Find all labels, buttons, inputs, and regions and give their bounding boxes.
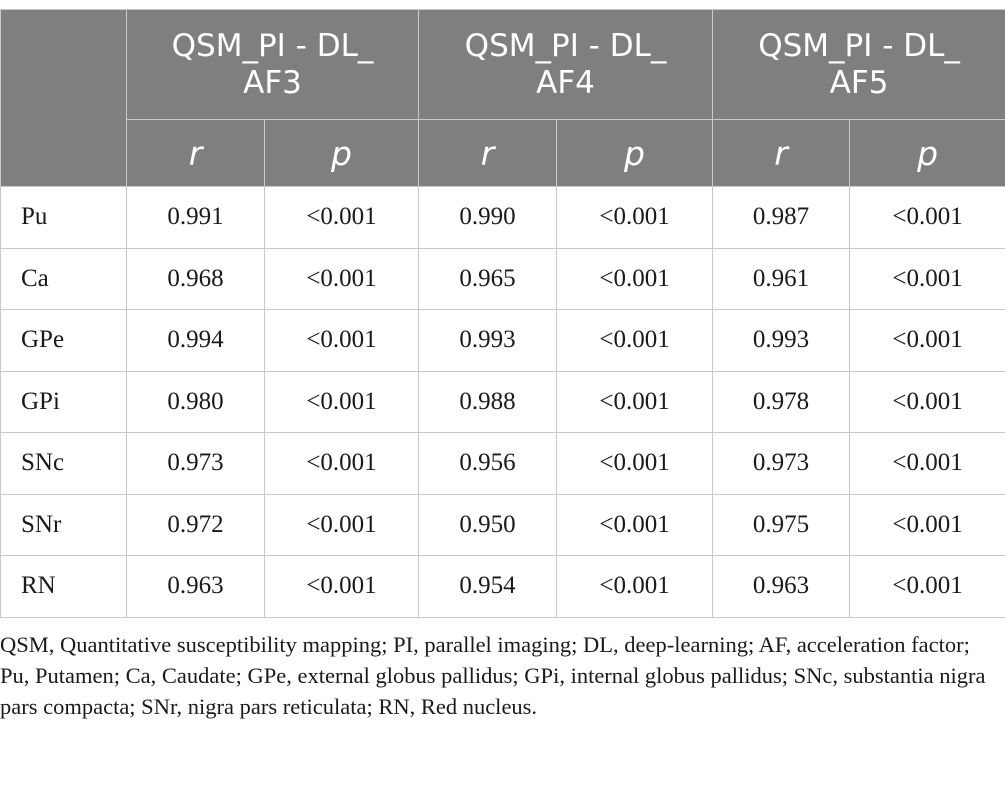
p-value-cell: <0.001 [850,556,1005,618]
p-value-cell: <0.001 [265,371,419,433]
r-value-cell: 0.972 [127,494,265,556]
r-value-cell: 0.950 [419,494,557,556]
table-footnote: QSM, Quantitative susceptibility mapping; PI, parallel imaging; DL, deep-learning; AF, acceleration factor; Pu, Putamen; Ca, Caudate; GPe, external globus pallidus; GPi, internal globus pallidus; SNc, substantia nigra pars compacta; SNr, nigra pars reticulata; RN, Red nucleus. [0,632,986,719]
r-value-cell: 0.980 [127,371,265,433]
stat-header-r: r [127,120,265,187]
r-value-cell: 0.965 [419,248,557,310]
group-header-line2: AF4 [536,64,595,101]
group-header-af5 [713,10,1005,120]
p-value-cell: <0.001 [850,494,1005,556]
p-value-cell: <0.001 [850,310,1005,372]
r-value-cell: 0.954 [419,556,557,618]
p-value-cell: <0.001 [265,433,419,495]
p-value-cell: <0.001 [557,433,713,495]
r-value-cell: 0.990 [419,187,557,249]
stat-header-r: r [419,120,557,187]
table-row [1,248,1005,310]
group-header-line1: QSM_PI - DL_ [171,27,374,64]
r-value-cell: 0.973 [127,433,265,495]
group-header-line1: QSM_PI - DL_ [464,27,667,64]
p-value-cell: <0.001 [265,556,419,618]
region-cell: GPi [1,371,127,433]
p-value-cell: <0.001 [850,248,1005,310]
p-value-cell: <0.001 [265,494,419,556]
r-value-cell: 0.993 [419,310,557,372]
group-header-af3 [127,10,419,120]
group-header-af4 [419,10,713,120]
p-value-cell: <0.001 [850,371,1005,433]
region-cell: SNr [1,494,127,556]
region-cell: Ca [1,248,127,310]
p-value-cell: <0.001 [850,433,1005,495]
region-cell: RN [1,556,127,618]
r-value-cell: 0.963 [713,556,850,618]
p-value-cell: <0.001 [557,556,713,618]
table-row [1,556,1005,618]
table-row [1,310,1005,372]
stat-header-r: r [713,120,850,187]
r-value-cell: 0.961 [713,248,850,310]
correlation-table [0,9,1005,618]
table-row [1,433,1005,495]
table-body [1,187,1005,618]
p-value-cell: <0.001 [557,187,713,249]
r-value-cell: 0.991 [127,187,265,249]
r-value-cell: 0.978 [713,371,850,433]
p-value-cell: <0.001 [557,494,713,556]
region-cell: Pu [1,187,127,249]
stat-header-p: p [557,120,713,187]
p-value-cell: <0.001 [557,310,713,372]
p-value-cell: <0.001 [557,371,713,433]
region-cell: GPe [1,310,127,372]
table-row [1,371,1005,433]
stat-header-row [1,120,1005,187]
corner-cell [1,10,127,187]
group-header-line2: AF3 [243,64,302,101]
group-header-line2: AF5 [829,64,889,101]
r-value-cell: 0.975 [713,494,850,556]
stat-header-p: p [265,120,419,187]
group-header-row [1,10,1005,120]
r-value-cell: 0.973 [713,433,850,495]
p-value-cell: <0.001 [265,310,419,372]
r-value-cell: 0.988 [419,371,557,433]
table-row [1,494,1005,556]
p-value-cell: <0.001 [850,187,1005,249]
r-value-cell: 0.963 [127,556,265,618]
p-value-cell: <0.001 [265,248,419,310]
r-value-cell: 0.956 [419,433,557,495]
r-value-cell: 0.987 [713,187,850,249]
stat-header-p: p [850,120,1005,187]
p-value-cell: <0.001 [557,248,713,310]
r-value-cell: 0.993 [713,310,850,372]
group-header-line1: QSM_PI - DL_ [758,27,960,64]
p-value-cell: <0.001 [265,187,419,249]
r-value-cell: 0.968 [127,248,265,310]
r-value-cell: 0.994 [127,310,265,372]
region-cell: SNc [1,433,127,495]
table-row [1,187,1005,249]
table-header [1,10,1005,187]
